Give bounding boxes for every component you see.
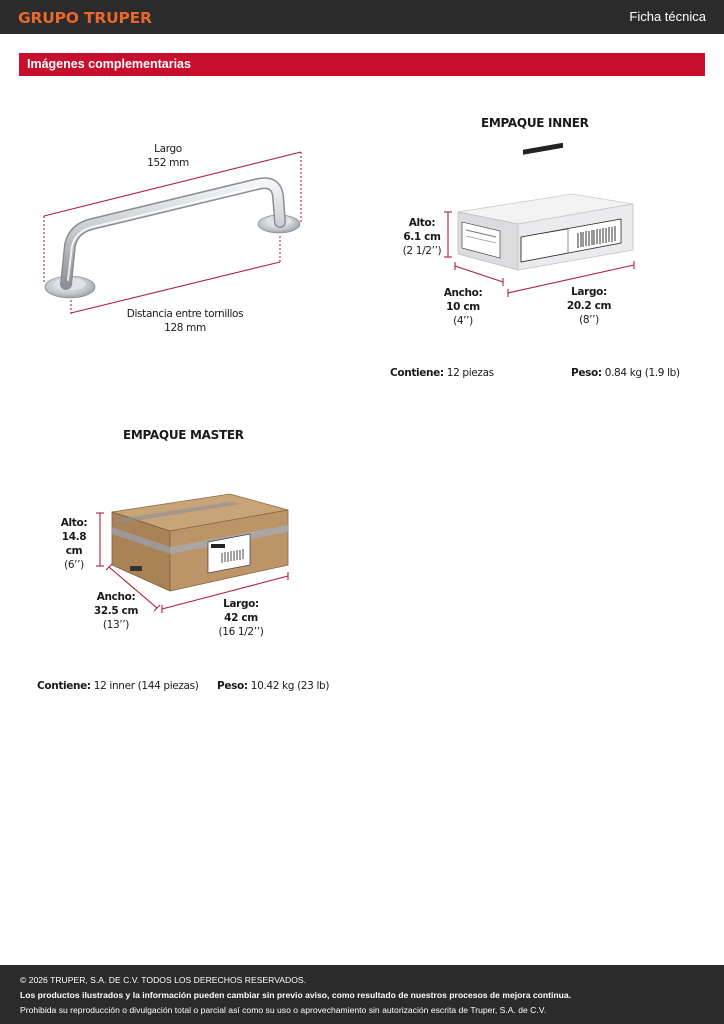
master-length-cm: 42 cm <box>224 612 258 624</box>
master-height-cm: 14.8 cm <box>61 531 87 557</box>
inner-length-label <box>561 285 617 327</box>
section-title: Imágenes complementarias <box>27 57 191 71</box>
length-label: Largo <box>154 143 182 155</box>
footer-prohibition: Prohibida su reproducción o divulgación total o parcial así como su uso o aprovechamiento sin autorización escrita de Truper, S.A. de C.V. <box>20 1005 547 1015</box>
master-weight <box>217 680 329 692</box>
master-contents <box>37 680 199 692</box>
inner-package-title: EMPAQUE INNER <box>481 116 589 130</box>
inner-contents <box>390 367 494 379</box>
inner-length-caption: Largo: <box>571 286 607 298</box>
inner-height-in: (2 1/2’’) <box>402 245 442 257</box>
inner-height-cm: 6.1 cm <box>403 231 441 243</box>
inner-height-label <box>400 216 444 258</box>
spacing-label: Distancia entre tornillos <box>126 308 244 320</box>
inner-contents-value: 12 piezas <box>446 367 494 379</box>
master-width-label <box>90 590 142 632</box>
footer <box>0 965 724 1024</box>
master-height-label <box>52 516 96 572</box>
inner-width-in: (4’’) <box>453 315 473 327</box>
master-width-caption: Ancho: <box>96 591 136 603</box>
inner-height-caption: Alto: <box>408 217 436 229</box>
master-length-label <box>214 597 268 639</box>
spacing-value: 128 mm <box>164 322 206 334</box>
spacing-dimension-label <box>115 307 255 335</box>
inner-weight-value: 0.84 kg (1.9 lb) <box>604 367 680 379</box>
inner-length-cm: 20.2 cm <box>566 300 612 312</box>
dimension-length-line <box>44 152 301 284</box>
master-width-in: (13’’) <box>102 619 130 631</box>
dimension-spacing-line <box>71 236 280 316</box>
inner-length-in: (8’’) <box>579 314 599 326</box>
inner-contents-label: Contiene: <box>390 367 444 379</box>
inner-width-caption: Ancho: <box>443 287 483 299</box>
master-length-in: (16 1/2’’) <box>218 626 264 638</box>
master-weight-value: 10.42 kg (23 lb) <box>250 680 330 692</box>
document-type: Ficha técnica <box>629 9 706 24</box>
master-length-caption: Largo: <box>223 598 259 610</box>
master-contents-label: Contiene: <box>37 680 91 692</box>
inner-weight-label: Peso: <box>571 367 602 379</box>
master-package-title: EMPAQUE MASTER <box>123 428 244 442</box>
footer-copyright: © 2026 TRUPER, S.A. DE C.V. TODOS LOS DERECHOS RESERVADOS. <box>20 975 307 985</box>
inner-box-illustration <box>458 143 633 270</box>
master-height-caption: Alto: <box>60 517 88 529</box>
brand-logo: GRUPO TRUPER <box>18 9 152 27</box>
length-dimension-label <box>130 142 206 170</box>
master-contents-value: 12 inner (144 piezas) <box>93 680 199 692</box>
master-height-in: (6’’) <box>64 559 84 571</box>
inner-weight <box>571 367 680 379</box>
inner-width-cm: 10 cm <box>446 301 480 313</box>
master-box-illustration <box>112 494 288 591</box>
master-weight-label: Peso: <box>217 680 248 692</box>
footer-notice: Los productos ilustrados y la información pueden cambiar sin previo aviso, como resultado de nuestros procesos de mejora continua. <box>20 990 572 1000</box>
towel-bar-body <box>66 183 280 284</box>
length-value: 152 mm <box>147 157 189 169</box>
master-width-cm: 32.5 cm <box>93 605 139 617</box>
inner-width-label <box>440 286 486 328</box>
